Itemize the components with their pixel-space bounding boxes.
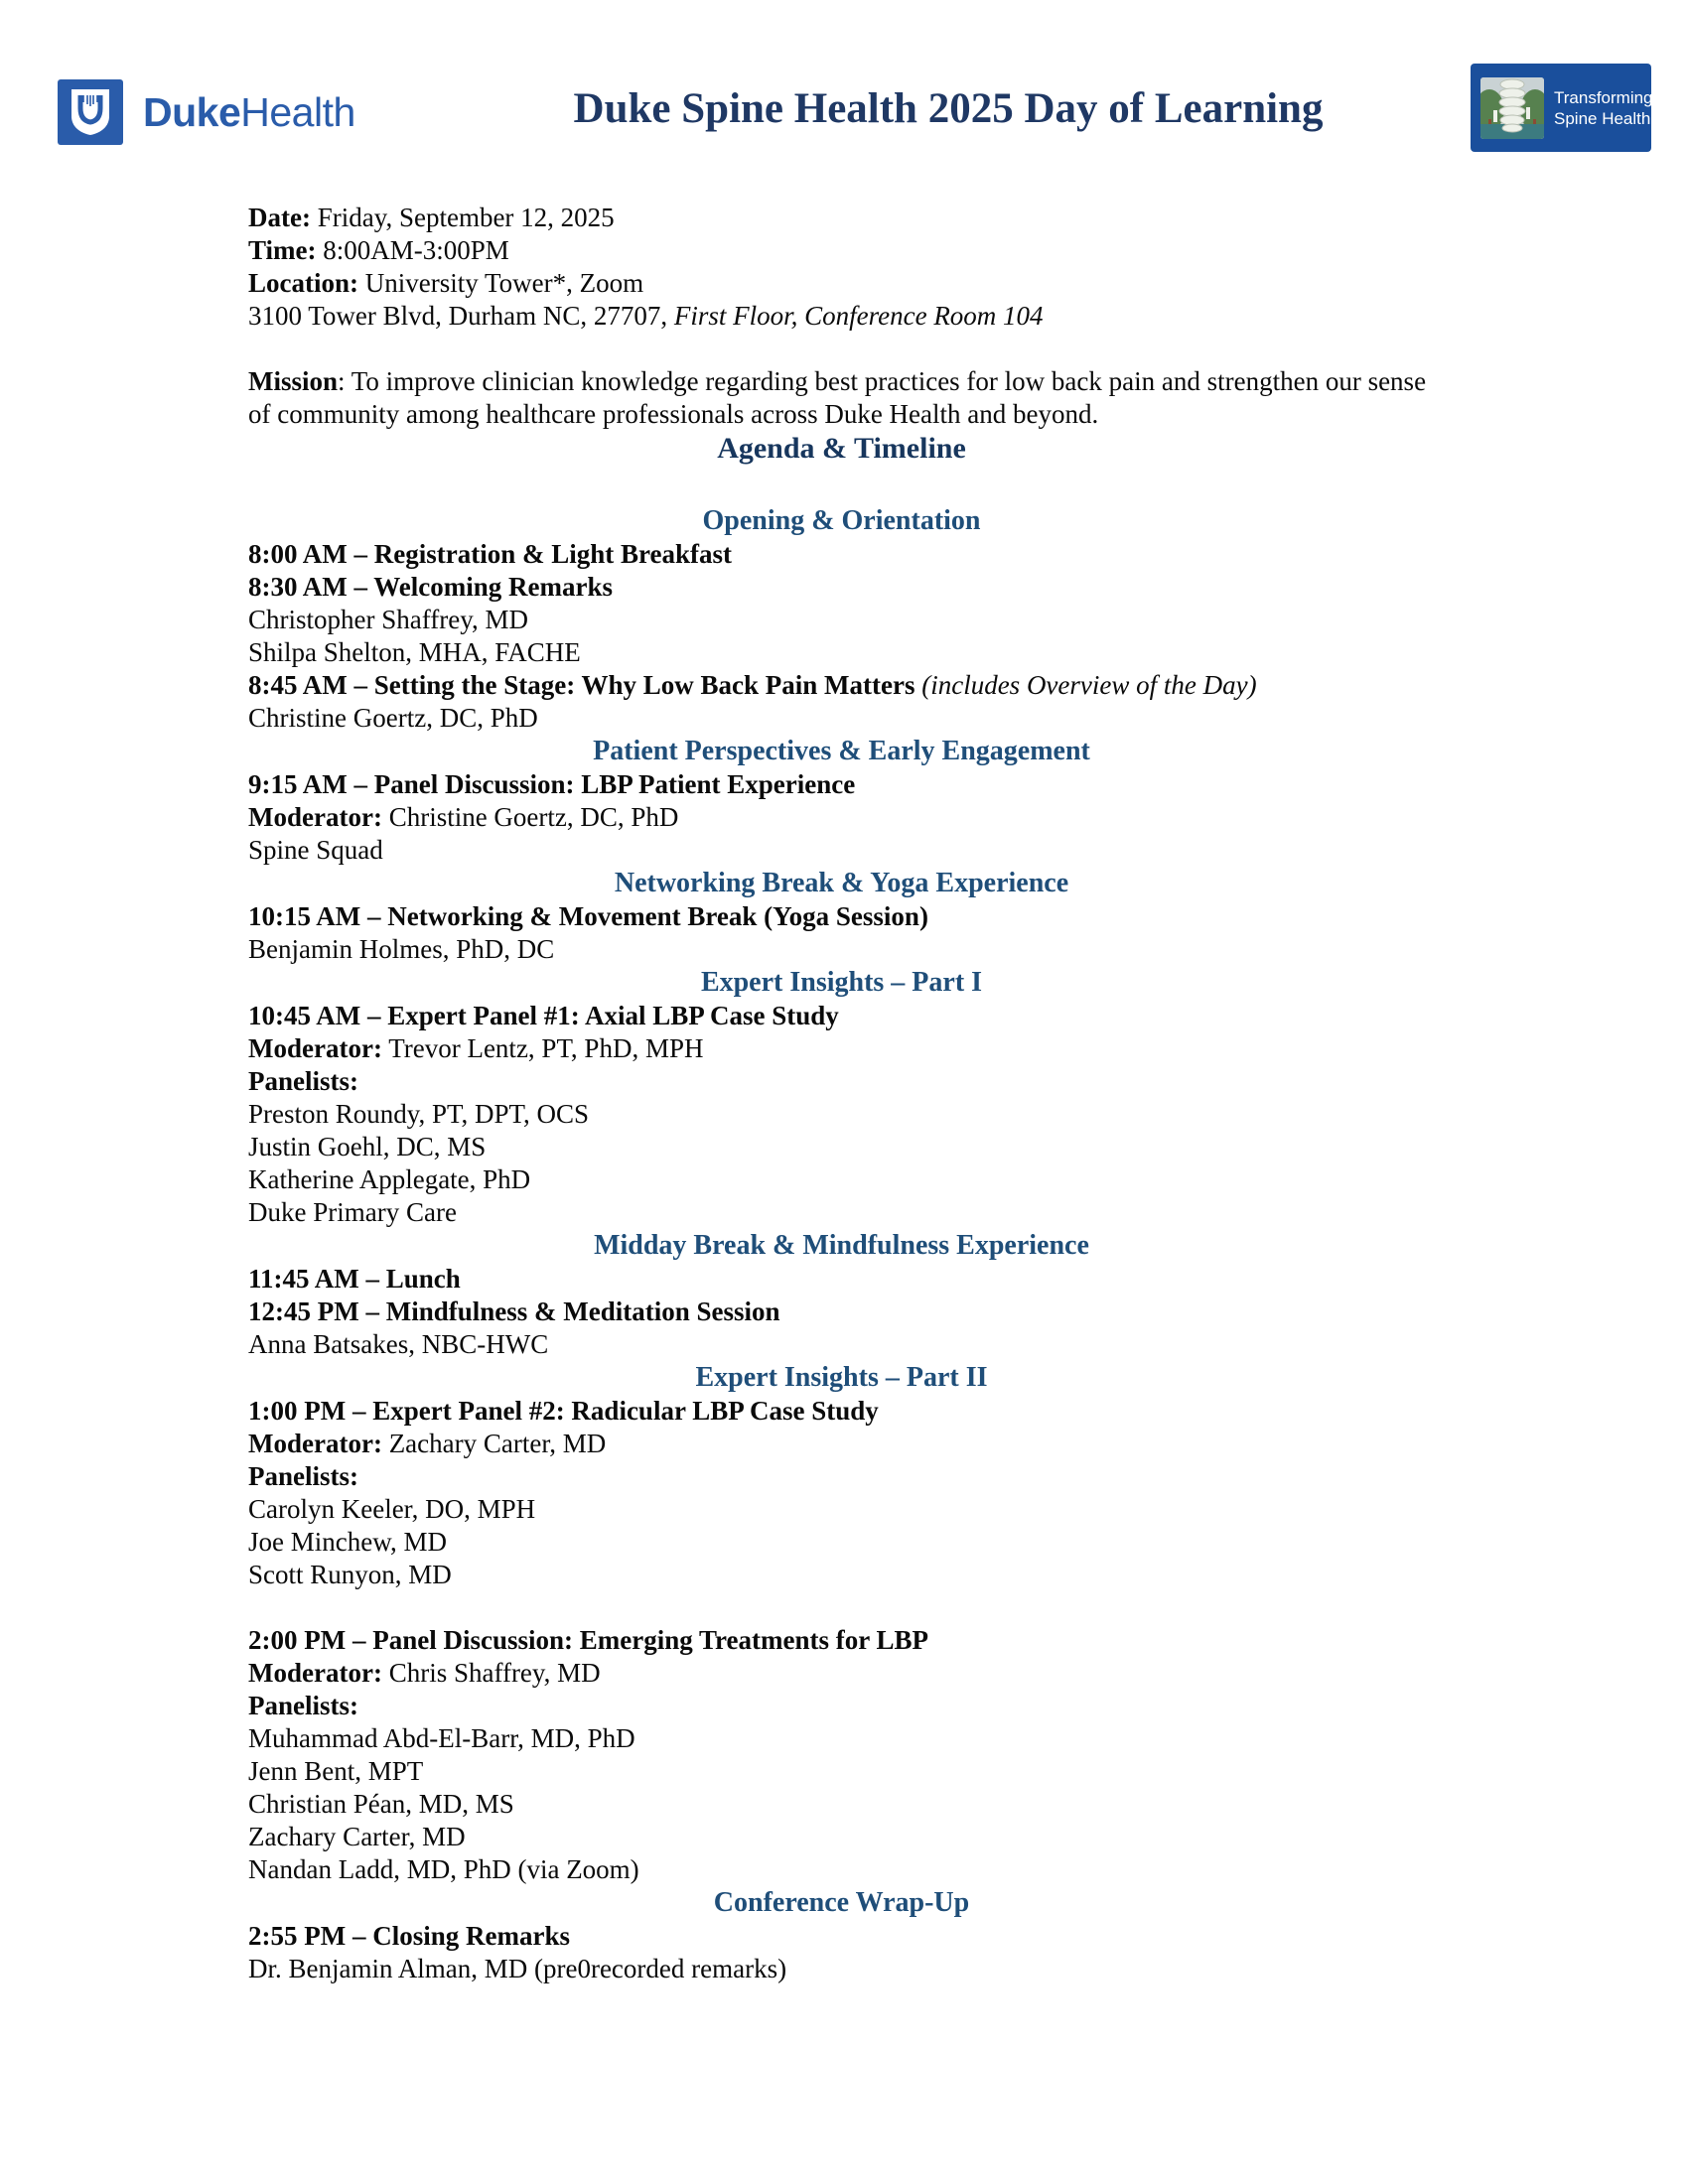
session-line [248, 900, 1435, 933]
item-label: Moderator: [248, 1033, 382, 1063]
session-title: 8:00 AM – Registration & Light Breakfast [248, 539, 732, 569]
agenda-section-heading: Expert Insights – Part II [695, 1362, 988, 1393]
blank-line [248, 333, 1435, 365]
item-text: Jenn Bent, MPT [248, 1756, 424, 1786]
badge-text [1554, 87, 1653, 129]
speaker-line [248, 702, 1435, 735]
speaker-line [248, 1953, 1435, 1985]
session-title: Panelists: [248, 1066, 358, 1096]
meta-line [248, 234, 1435, 267]
moderator-line [248, 1428, 1435, 1460]
item-label: Moderator: [248, 1658, 382, 1688]
session-title: 8:45 AM – Setting the Stage: Why Low Back Pain Matters [248, 670, 915, 700]
speaker-line [248, 1098, 1435, 1131]
item-text: Duke Primary Care [248, 1197, 457, 1227]
session-title: 2:00 PM – Panel Discussion: Emerging Treatments for LBP [248, 1625, 928, 1655]
agenda-section-heading: Networking Break & Yoga Experience [614, 868, 1069, 898]
item-text: Dr. Benjamin Alman, MD (pre0recorded remarks) [248, 1954, 787, 1983]
speaker-line [248, 1755, 1435, 1788]
session-title: 10:45 AM – Expert Panel #1: Axial LBP Case Study [248, 1001, 839, 1030]
mission-text: : To improve clinician knowledge regarding best practices for low back pain and strengthen our sense of community among healthcare professionals across Duke Health and beyond. [248, 366, 1427, 429]
duke-shield-icon [58, 79, 123, 145]
session-title: Panelists: [248, 1691, 358, 1720]
speaker-line [248, 1131, 1435, 1163]
item-label: Moderator: [248, 802, 382, 832]
meta-text: Friday, September 12, 2025 [310, 203, 615, 232]
session-title: 11:45 AM – Lunch [248, 1264, 461, 1294]
agenda-title: Agenda & Timeline [717, 432, 966, 465]
speaker-line [248, 1526, 1435, 1559]
item-text: Justin Goehl, DC, MS [248, 1132, 487, 1161]
transforming-spine-health-logo [1471, 64, 1651, 152]
item-text: Benjamin Holmes, PhD, DC [248, 934, 555, 964]
badge-line1: Transforming [1554, 87, 1653, 107]
item-text: Shilpa Shelton, MHA, FACHE [248, 637, 581, 667]
line-spacer [248, 1591, 1435, 1624]
session-title: Panelists: [248, 1461, 358, 1491]
item-text: Zachary Carter, MD [248, 1822, 466, 1851]
speaker-line [248, 1821, 1435, 1853]
session-line [248, 571, 1435, 604]
speaker-line [248, 1163, 1435, 1196]
session-line [248, 1395, 1435, 1428]
meta-label: Time: [248, 235, 317, 265]
item-text: Christian Péan, MD, MS [248, 1789, 514, 1819]
session-line [248, 1296, 1435, 1328]
brand-bold-text: Duke [143, 88, 241, 135]
item-text: Nandan Ladd, MD, PhD (via Zoom) [248, 1854, 639, 1884]
item-text: Chris Shaffrey, MD [381, 1658, 601, 1688]
panelists-label [248, 1460, 1435, 1493]
speaker-line [248, 1788, 1435, 1821]
agenda-section-heading: Midday Break & Mindfulness Experience [594, 1230, 1089, 1261]
item-text: Christopher Shaffrey, MD [248, 605, 528, 634]
item-text: Trevor Lentz, PT, PhD, MPH [381, 1033, 704, 1063]
speaker-line [248, 1722, 1435, 1755]
item-text: Christine Goertz, DC, PhD [381, 802, 679, 832]
item-text: Preston Roundy, PT, DPT, OCS [248, 1099, 590, 1129]
session-title: 2:55 PM – Closing Remarks [248, 1921, 570, 1951]
session-title: 8:30 AM – Welcoming Remarks [248, 572, 613, 602]
item-text: Spine Squad [248, 835, 383, 865]
item-text: Joe Minchew, MD [248, 1527, 447, 1557]
item-text: Zachary Carter, MD [381, 1429, 607, 1458]
session-line [248, 1000, 1435, 1032]
meta-text: 3100 Tower Blvd, Durham NC, 27707, [248, 301, 674, 331]
session-title: 10:15 AM – Networking & Movement Break (Yoga Session) [248, 901, 928, 931]
session-note: (includes Overview of the Day) [914, 670, 1257, 700]
session-title: 1:00 PM – Expert Panel #2: Radicular LBP Case Study [248, 1396, 879, 1426]
agenda-section-heading: Expert Insights – Part I [700, 967, 983, 998]
item-text: Anna Batsakes, NBC-HWC [248, 1329, 549, 1359]
item-text: Katherine Applegate, PhD [248, 1164, 531, 1194]
agenda-sections [248, 504, 1435, 1985]
spine-graphic-icon [1480, 77, 1544, 139]
session-line [248, 768, 1435, 801]
speaker-line [248, 636, 1435, 669]
meta-label: Location: [248, 268, 358, 298]
item-label: Moderator: [248, 1429, 382, 1458]
page-title: Duke Spine Health 2025 Day of Learning [573, 85, 1324, 132]
speaker-line [248, 1559, 1435, 1591]
session-title: 12:45 PM – Mindfulness & Meditation Session [248, 1297, 780, 1326]
speaker-line [248, 604, 1435, 636]
meta-text: 8:00AM-3:00PM [316, 235, 509, 265]
meta-line [248, 300, 1435, 333]
speaker-line [248, 1328, 1435, 1361]
agenda-section-heading: Patient Perspectives & Early Engagement [593, 736, 1090, 766]
speaker-line [248, 1196, 1435, 1229]
speaker-line [248, 1493, 1435, 1526]
session-line [248, 538, 1435, 571]
meta-line [248, 267, 1435, 300]
mission-label: Mission [248, 366, 339, 396]
brand-regular-text: Health [240, 88, 355, 135]
mission-statement [248, 365, 1435, 431]
meta-line [248, 202, 1435, 234]
panelists-label [248, 1065, 1435, 1098]
document-body [248, 202, 1435, 1985]
agenda-section-heading: Opening & Orientation [702, 505, 981, 536]
blank-line [248, 466, 1435, 504]
event-details [248, 202, 1435, 333]
item-text: Muhammad Abd-El-Barr, MD, PhD [248, 1723, 635, 1753]
meta-italic-text: First Floor, Conference Room 104 [673, 301, 1044, 331]
session-line [248, 1263, 1435, 1296]
panelists-label [248, 1690, 1435, 1722]
agenda-section-heading: Conference Wrap-Up [713, 1887, 970, 1918]
speaker-line [248, 933, 1435, 966]
moderator-line [248, 1657, 1435, 1690]
meta-text: University Tower*, Zoom [358, 268, 644, 298]
session-line [248, 669, 1435, 702]
meta-label: Date: [248, 203, 311, 232]
speaker-line [248, 1853, 1435, 1886]
speaker-line [248, 834, 1435, 867]
item-text: Scott Runyon, MD [248, 1560, 452, 1589]
badge-line2: Spine Health [1554, 108, 1651, 128]
moderator-line [248, 1032, 1435, 1065]
session-title: 9:15 AM – Panel Discussion: LBP Patient Experience [248, 769, 856, 799]
item-text: Carolyn Keeler, DO, MPH [248, 1494, 536, 1524]
session-line [248, 1624, 1435, 1657]
session-line [248, 1920, 1435, 1953]
moderator-line [248, 801, 1435, 834]
item-text: Christine Goertz, DC, PhD [248, 703, 538, 733]
